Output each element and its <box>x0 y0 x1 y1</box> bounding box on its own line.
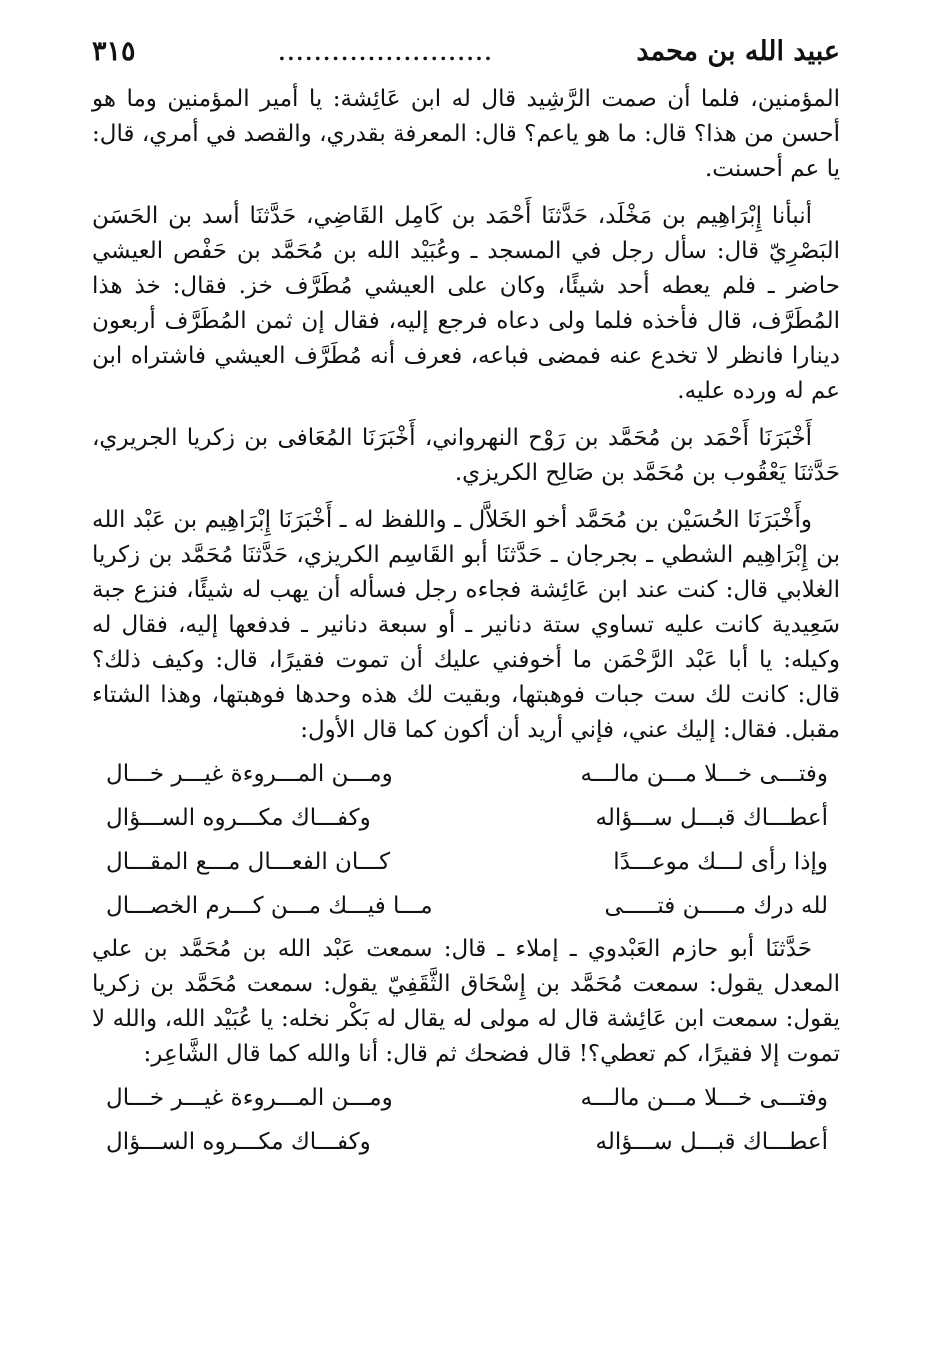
verse-second-hemistich: وكفـــاك مكـــروه الســـؤال <box>106 805 371 831</box>
paragraph-1: المؤمنين، فلما أن صمت الرَّشِيد قال له ابن عَائِشة: يا أمير المؤمنين وما هو أحسن من هذا؟ قال: ما هو ياعم؟ قال: المعرفة بقدري، والقصد في أمري، قال: يا عم أحسنت. <box>92 86 840 182</box>
verse-first-hemistich: أعطـــاك قبـــل ســـؤاله <box>595 1129 828 1155</box>
running-header <box>92 36 840 82</box>
verse-second-hemistich: مـــا فيـــك مـــن كـــرم الخصـــال <box>106 893 433 919</box>
verse-line <box>92 1076 840 1120</box>
verse-second-hemistich: كـــان الفعـــال مـــع المقـــال <box>106 849 391 875</box>
verse-first-hemistich: وفتـــى خـــلا مـــن مالـــه <box>580 1085 828 1111</box>
verse-line <box>92 840 840 884</box>
verse-first-hemistich: وفتـــى خـــلا مـــن مالـــه <box>580 761 828 787</box>
verse-line <box>92 884 840 928</box>
paragraph-4: وأَخْبَرَنَا الحُسَيْن بن مُحَمَّد أخو الخَلاَّل ـ واللفظ له ـ أَخْبَرَنَا إِبْرَاهِيم بن عَبْد الله بن إِبْرَاهِيم الشطي ـ بجرجان ـ حَدَّثنَا أبو القَاسِم الكريزي، حَدَّثنَا مُحَمَّد بن زكريا الغلابي قال: كنت عند ابن عَائِشة فجاءه رجل فسأله أن يهب له شيئًا، فنزع جبة سَعِيدية كانت عليه تساوي ستة دنانير ـ أو سبعة دنانير ـ فدفعها إليه، فقال له وكيله: يا أبا عَبْد الرَّحْمَن ما أخوفني عليك أن تموت فقيرًا، قال: وكيف ذلك؟ قال: كانت لك ست جبات فوهبتها، وبقيت لك هذه وحدها فوهبتها، وهذا الشتاء مقبل. فقال: إليك عني، فإني أريد أن أكون كما قال الأول: <box>92 507 840 743</box>
poem-2 <box>92 1076 840 1164</box>
running-title: عبيد الله بن محمد <box>636 36 840 67</box>
page-number: ٣١٥ <box>92 36 136 67</box>
verse-second-hemistich: ومـــن المـــروءة غيـــر خـــال <box>106 761 393 787</box>
verse-line <box>92 752 840 796</box>
verse-first-hemistich: لله درك مـــــن فتـــــى <box>604 893 828 919</box>
paragraph-5: حَدَّثنَا أبو حازم العَبْدوي ـ إملاء ـ قال: سمعت عَبْد الله بن مُحَمَّد بن علي المعدل يقول: سمعت مُحَمَّد بن إِسْحَاق الثَّقَفِيّ يقول: سمعت مُحَمَّد بن زكريا يقول: سمعت ابن عَائِشة قال له مولى له يقال له بَكْر نخله: يا عُبَيْد الله، والله لا تموت إلا فقيرًا، كم تعطي؟! قال فضحك ثم قال: أنا والله كما قال الشَّاعِر: <box>92 936 840 1067</box>
verse-line <box>92 1120 840 1164</box>
verse-second-hemistich: وكفـــاك مكـــروه الســـؤال <box>106 1129 371 1155</box>
verse-line <box>92 796 840 840</box>
verse-first-hemistich: أعطـــاك قبـــل ســـؤاله <box>595 805 828 831</box>
poem-1 <box>92 752 840 928</box>
paragraph-3: أَخْبَرَنَا أَحْمَد بن مُحَمَّد بن رَوْح النهرواني، أَخْبَرَنَا المُعَافى بن زكريا الجريري، حَدَّثنَا يَعْقُوب بن مُحَمَّد بن صَالِح الكريزي. <box>92 425 840 486</box>
verse-second-hemistich: ومـــن المـــروءة غيـــر خـــال <box>106 1085 393 1111</box>
verse-first-hemistich: وإذا رأى لـــك موعـــدًا <box>613 849 828 875</box>
leader-dots: ........................ <box>278 41 494 65</box>
paragraph-2: أنبأنا إِبْرَاهِيم بن مَخْلَد، حَدَّثنَا أَحْمَد بن كَامِل القَاضِي، حَدَّثنَا أسد بن الحَسَن البَصْرِيّ قال: سأل رجل في المسجد ـ وعُبَيْد الله بن مُحَمَّد بن حَفْص العيشي حاضر ـ فلم يعطه أحد شيئًا، وكان على العيشي مُطَرَّف خز. فقال: خذ هذا المُطَرَّف، قال فأخذه فلما ولى دعاه فرجع إليه، فقال إن ثمن المُطَرَّف أربعون دينارا فانظر لا تخدع عنه فمضى فباعه، فعرف أنه مُطَرَّف العيشي فاشتراه ابن عم له ورده عليه. <box>92 203 840 404</box>
book-page <box>92 36 840 1347</box>
